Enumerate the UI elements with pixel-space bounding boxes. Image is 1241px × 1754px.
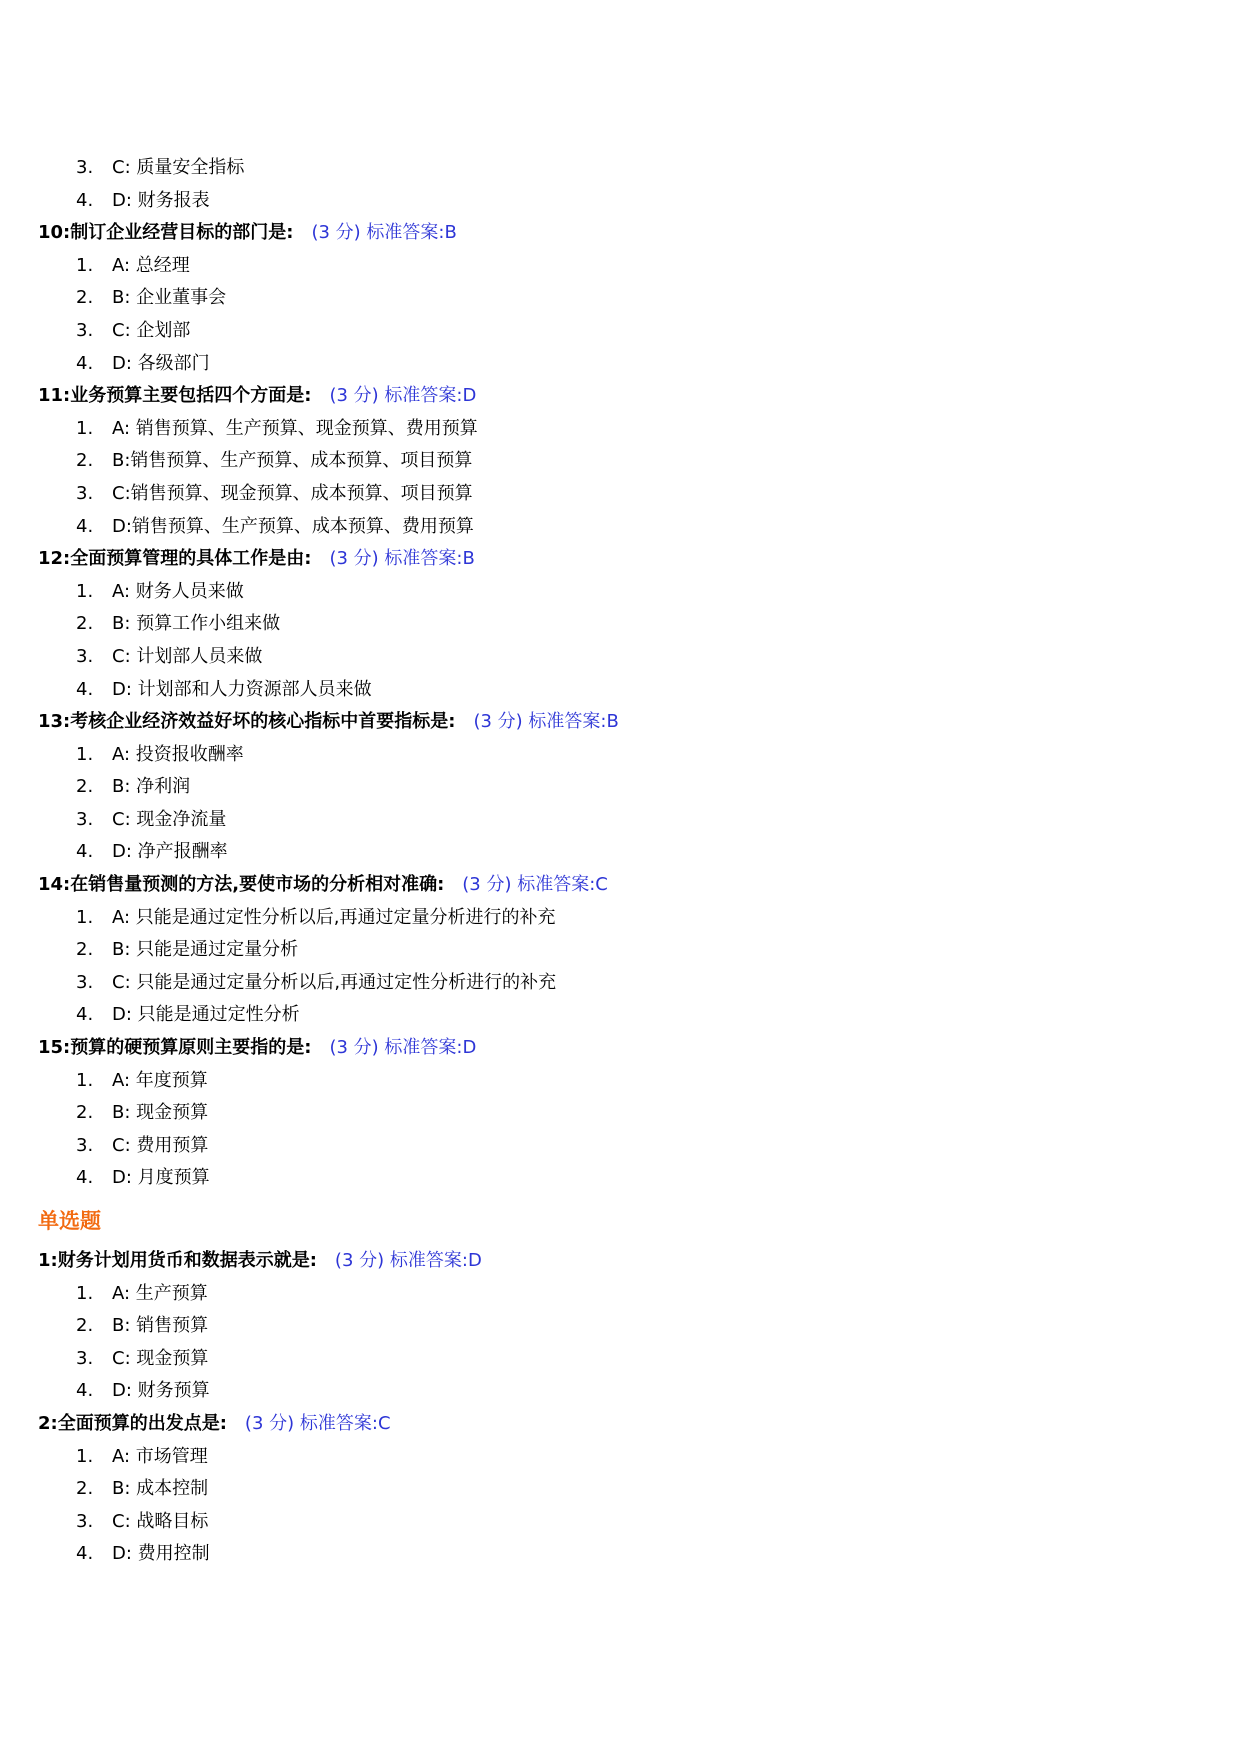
option-text: A: 投资报收酬率	[112, 743, 244, 765]
option-number: 2.	[76, 450, 94, 472]
option-text: A: 生产预算	[112, 1282, 208, 1304]
option-number: 2.	[76, 776, 94, 798]
option-item	[38, 1278, 1198, 1311]
option-number: 4.	[76, 352, 94, 374]
option-number: 4.	[76, 189, 94, 211]
option-item	[38, 608, 1198, 641]
question-item	[38, 706, 1198, 739]
option-number: 3.	[76, 808, 94, 830]
option-text: D: 计划部和人力资源部人员来做	[112, 678, 372, 700]
option-text: C: 企划部	[112, 319, 191, 341]
section-heading: 单选题	[38, 1209, 101, 1233]
answer-label: 标准答案:B	[366, 222, 457, 244]
question-meta	[245, 1413, 391, 1434]
question-text: 2:全面预算的出发点是:	[38, 1412, 227, 1434]
option-number: 2.	[76, 1315, 94, 1337]
question-item	[38, 543, 1198, 576]
option-item	[38, 967, 1198, 1000]
question-text: 14:在销售量预测的方法,要使市场的分析相对准确:	[38, 874, 445, 896]
question-meta	[311, 222, 456, 243]
option-item	[38, 1130, 1198, 1163]
answer-label: 标准答案:C	[517, 874, 608, 896]
option-text: A: 总经理	[112, 254, 190, 276]
option-number: 4.	[76, 515, 94, 537]
question-meta	[335, 1250, 482, 1271]
document-page	[38, 152, 1198, 1571]
option-text: B: 企业董事会	[112, 287, 227, 309]
option-text: A: 财务人员来做	[112, 580, 244, 602]
option-number: 1.	[76, 1445, 94, 1467]
option-text: B: 只能是通过定量分析	[112, 939, 299, 961]
option-number: 1.	[76, 580, 94, 602]
option-number: 4.	[76, 1543, 94, 1565]
option-item	[38, 999, 1198, 1032]
option-text: A: 只能是通过定性分析以后,再通过定量分析进行的补充	[112, 906, 556, 928]
question-list	[38, 152, 1198, 1571]
score-label: (3 分)	[329, 548, 379, 570]
question-text: 13:考核企业经济效益好坏的核心指标中首要指标是:	[38, 711, 456, 733]
option-text: B: 预算工作小组来做	[112, 613, 281, 635]
option-item	[38, 1538, 1198, 1571]
question-meta	[462, 874, 608, 895]
question-text: 11:业务预算主要包括四个方面是:	[38, 385, 312, 407]
option-number: 3.	[76, 157, 94, 178]
option-text: D:销售预算、生产预算、成本预算、费用预算	[112, 515, 474, 537]
option-text: D: 月度预算	[112, 1167, 210, 1189]
answer-label: 标准答案:C	[299, 1412, 391, 1434]
score-label: (3 分)	[473, 711, 523, 733]
option-number: 2.	[76, 613, 94, 635]
option-text: A: 销售预算、生产预算、现金预算、费用预算	[112, 417, 478, 439]
option-text: B:销售预算、生产预算、成本预算、项目预算	[112, 450, 473, 472]
option-number: 1.	[76, 417, 94, 439]
option-text: D: 费用控制	[112, 1543, 210, 1565]
question-item	[38, 380, 1198, 413]
question-meta	[329, 385, 476, 406]
question-text: 15:预算的硬预算原则主要指的是:	[38, 1037, 312, 1059]
option-text: D: 财务预算	[112, 1380, 210, 1402]
option-item	[38, 1310, 1198, 1343]
question-item	[38, 1408, 1198, 1441]
option-number: 3.	[76, 1510, 94, 1532]
option-number: 2.	[76, 1102, 94, 1124]
option-number: 4.	[76, 678, 94, 700]
option-item	[38, 1162, 1198, 1195]
option-item	[38, 836, 1198, 869]
score-label: (3 分)	[462, 874, 512, 896]
option-item	[38, 1441, 1198, 1474]
option-number: 3.	[76, 319, 94, 341]
option-item	[38, 804, 1198, 837]
option-item	[38, 1375, 1198, 1408]
question-item	[38, 217, 1198, 250]
option-number: 3.	[76, 482, 94, 504]
option-number: 4.	[76, 1380, 94, 1402]
option-number: 4.	[76, 1004, 94, 1026]
question-text: 12:全面预算管理的具体工作是由:	[38, 548, 312, 570]
option-number: 2.	[76, 287, 94, 309]
option-text: C:销售预算、现金预算、成本预算、项目预算	[112, 482, 473, 504]
option-item	[38, 739, 1198, 772]
answer-label: 标准答案:D	[384, 1037, 477, 1059]
answer-label: 标准答案:B	[384, 548, 475, 570]
option-text: A: 市场管理	[112, 1445, 208, 1467]
question-meta	[329, 548, 474, 569]
option-text: B: 成本控制	[112, 1478, 209, 1500]
question-item	[38, 869, 1198, 902]
option-item	[38, 282, 1198, 315]
answer-label: 标准答案:D	[384, 385, 477, 407]
option-item	[38, 478, 1198, 511]
question-item	[38, 1245, 1198, 1278]
option-item	[38, 1343, 1198, 1376]
option-number: 2.	[76, 1478, 94, 1500]
option-item	[38, 1506, 1198, 1539]
score-label: (3 分)	[329, 385, 379, 407]
option-item	[38, 250, 1198, 283]
option-text: C: 战略目标	[112, 1510, 209, 1532]
score-label: (3 分)	[311, 222, 361, 244]
score-label: (3 分)	[334, 1250, 385, 1271]
option-item	[38, 674, 1198, 707]
option-item	[38, 771, 1198, 804]
option-number: 3.	[76, 1134, 94, 1156]
option-number: 1.	[76, 254, 94, 276]
option-text: B: 现金预算	[112, 1102, 209, 1124]
option-number: 1.	[76, 1069, 94, 1091]
option-item	[38, 902, 1198, 935]
option-item	[38, 934, 1198, 967]
option-number: 3.	[76, 971, 94, 993]
question-meta	[329, 1037, 476, 1058]
option-number: 1.	[76, 743, 94, 765]
option-item	[38, 641, 1198, 674]
option-text: C: 现金净流量	[112, 808, 227, 830]
question-meta	[473, 711, 618, 732]
option-text: B: 净利润	[112, 776, 191, 798]
option-item	[38, 348, 1198, 381]
option-item	[38, 413, 1198, 446]
option-text: D: 只能是通过定性分析	[112, 1004, 300, 1026]
option-number: 1.	[76, 1282, 94, 1304]
option-item	[38, 1065, 1198, 1098]
option-text: D: 财务报表	[112, 189, 210, 211]
option-text: C: 只能是通过定量分析以后,再通过定性分析进行的补充	[112, 971, 557, 993]
option-item	[38, 152, 1198, 185]
answer-label: 标准答案:D	[389, 1250, 482, 1271]
question-text: 10:制订企业经营目标的部门是:	[38, 222, 294, 244]
option-text: C: 费用预算	[112, 1134, 209, 1156]
option-item	[38, 1473, 1198, 1506]
option-item	[38, 1097, 1198, 1130]
option-text: B: 销售预算	[112, 1315, 209, 1337]
option-text: C: 质量安全指标	[112, 157, 245, 178]
option-number: 4.	[76, 841, 94, 863]
option-text: C: 计划部人员来做	[112, 645, 263, 667]
option-item	[38, 511, 1198, 544]
option-text: C: 现金预算	[112, 1347, 209, 1369]
question-item	[38, 1032, 1198, 1065]
score-label: (3 分)	[329, 1037, 379, 1059]
option-text: A: 年度预算	[112, 1069, 208, 1091]
option-number: 3.	[76, 645, 94, 667]
option-item	[38, 576, 1198, 609]
option-number: 3.	[76, 1347, 94, 1369]
option-item	[38, 445, 1198, 478]
option-item	[38, 315, 1198, 348]
question-text: 1:财务计划用货币和数据表示就是:	[38, 1250, 317, 1271]
option-number: 1.	[76, 906, 94, 928]
option-number: 2.	[76, 939, 94, 961]
option-text: D: 净产报酬率	[112, 841, 228, 863]
option-number: 4.	[76, 1167, 94, 1189]
option-item	[38, 185, 1198, 218]
answer-label: 标准答案:B	[528, 711, 619, 733]
option-text: D: 各级部门	[112, 352, 210, 374]
score-label: (3 分)	[244, 1412, 295, 1434]
